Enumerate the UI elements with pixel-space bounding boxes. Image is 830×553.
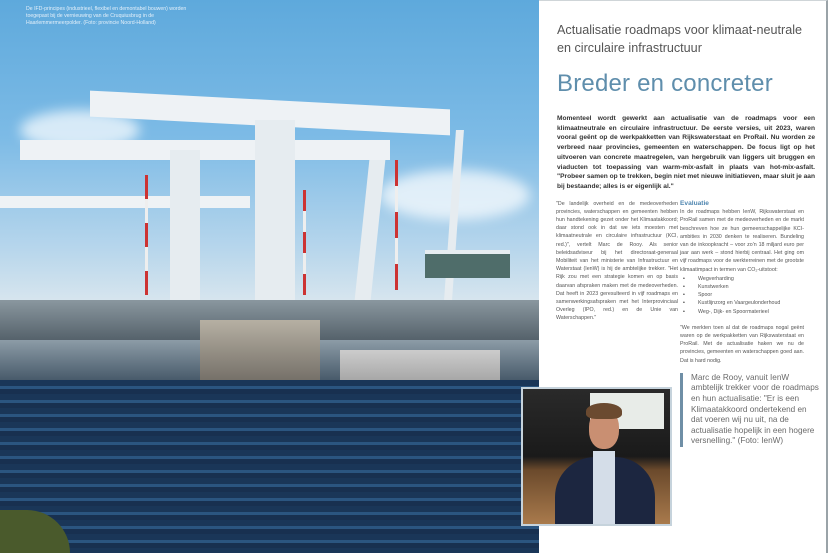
list-item: • Kustlijnzorg en Vaargeulonderhoud bbox=[680, 299, 804, 307]
person-hair bbox=[586, 403, 622, 419]
portrait-photo bbox=[521, 387, 672, 526]
bridge-tower bbox=[255, 120, 295, 300]
barrier-pole bbox=[303, 190, 306, 295]
bridge-mid-beam bbox=[20, 140, 390, 160]
bridge-house bbox=[425, 250, 510, 278]
article-kicker: Actualisatie roadmaps voor klimaat-neutrale en circulaire infrastructuur bbox=[557, 23, 802, 55]
list-item: • Spoor bbox=[680, 291, 804, 299]
bridge-lower-beam bbox=[0, 196, 250, 208]
pull-quote: Marc de Rooy, vanuit IenW ambtelijk trekker voor de roadmaps en hun actualisatie: "Er is een Klimaatakkoord ondertekend en dat voeren wij nu uit, na de actualisatie hopelijk in een hogere versnelling." (Foto: IenW) bbox=[680, 373, 820, 447]
barrier-pole bbox=[395, 160, 398, 290]
evaluatie-text: In de roadmaps hebben IenW, Rijkswaterstaat en ProRail samen met de medeoverheden en de markt beschreven hoe ze hun gemeenschappelijke KCI-ambities in 2030 denken te realiseren. Bundeling van de inkoopkracht – voor zo'n 18 miljard euro per jaar aan werk – stond hierbij centraal. Het ging om vijf roadmaps voor de werkterreinen met de grootste klimaatimpact in termen van CO₂-uitstoot: bbox=[680, 209, 804, 273]
subheading-evaluatie: Evaluatie bbox=[680, 199, 709, 207]
roadmap-list bbox=[680, 275, 804, 316]
body-column-2 bbox=[680, 199, 819, 447]
water bbox=[0, 380, 540, 553]
barrier-pole bbox=[145, 175, 148, 295]
bridge-tower bbox=[170, 150, 200, 300]
photo-caption: De IFD-principes (industrieel, flexibel en demontabel bouwen) worden toegepast bij de vernieuwing van de Cruquiusbrug in de Haarlemmermeerpolder. (Foto: provincie Noord-Holland) bbox=[26, 6, 187, 26]
body-column-2-continued: "We merkten toen al dat de roadmaps nogal geënt waren op de werkpakketten van Rijkswaterstaat en ProRail. Met de actualisatie haken we nu de provincies, gemeenten en waterschappen goed aan. Dat is hard nodig. bbox=[680, 324, 804, 364]
body-column-1: "De landelijk overheid en de medeoverheden provincies, waterschappen en gemeenten hebben hun handtekening gezet onder het Klimaatakkoord; daar stond ook in dat we iets moesten met klimaatneutrale en circulaire infrastructuur (KCI, red.)", vertelt Marc de Rooy. Als senior beleidsadviseur bij het directoraat-generaal Mobiliteit van het ministerie van Infrastructuur en Waterstaat (IenW) is hij de ambtelijke trekker. "Het Rijk zou met een strategie komen en op basis daarvan afspraken maken met de medeoverheden. Dat heeft in 2023 geresulteerd in vijf roadmaps en samenwerkingsafspraken met het Interprovinciaal Overleg (IPO, red.) en de Unie van Waterschappen." bbox=[556, 200, 678, 322]
person-shirt bbox=[593, 451, 615, 526]
bridge-tower bbox=[355, 160, 386, 300]
list-item: • Weg-, Dijk- en Spoormaterieel bbox=[680, 308, 804, 316]
article-title: Breder en concreter bbox=[557, 70, 773, 97]
article-lead: Momenteel wordt gewerkt aan actualisatie van de roadmaps voor een klimaatneutrale en circulaire infrastructuur. De eerste versies, uit 2023, waren vooral geënt op de werkpakketten van Rijkswaterstaat en ProRail. Nu worden ze verbreed naar provincies, gemeenten en waterschappen. De focus ligt op het uitvoeren van concrete maatregelen, van hergebruik van liggers uit bruggen en viaducten tot toepassing van warm-mix-asfalt in plaats van hot-mix-asfalt. "Probeer samen op te trekken, begin niet met nieuwe initiatieven, maar sluit je aan bij bestaande; alles is er eigenlijk al." bbox=[557, 115, 815, 190]
list-item: • Wegverharding bbox=[680, 275, 804, 283]
list-item: • Kunstwerken bbox=[680, 283, 804, 291]
